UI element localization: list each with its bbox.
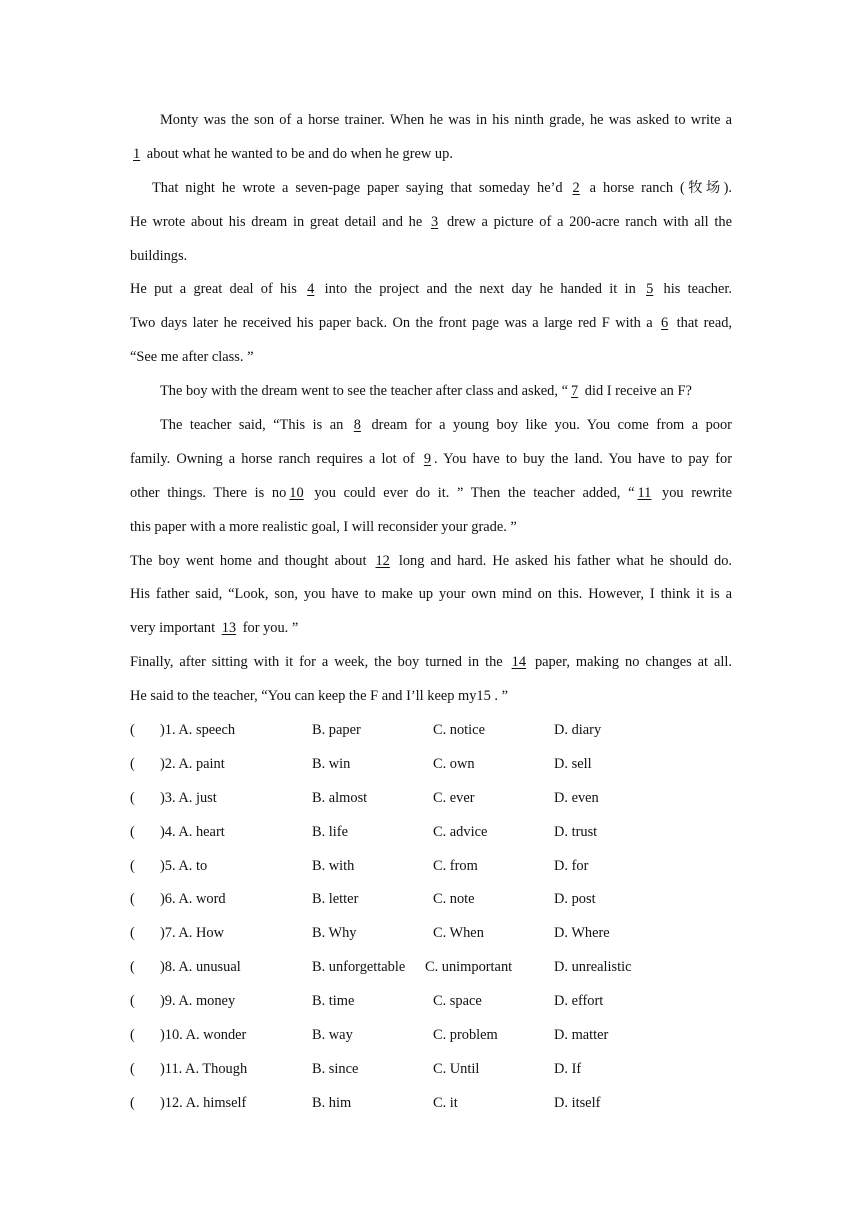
passage-line — [130, 240, 732, 274]
option-a: )7. A. How — [160, 925, 224, 942]
option-c: C. notice — [433, 722, 485, 739]
question-row — [130, 1087, 732, 1121]
passage-line — [130, 680, 732, 714]
answer-paren: ( — [130, 891, 135, 908]
option-c: C. When — [433, 925, 484, 942]
blank-14: 14 — [511, 654, 527, 671]
passage-text: other things. There is no — [130, 484, 287, 501]
option-d: D. matter — [554, 1027, 609, 1044]
option-d: D. If — [554, 1060, 582, 1077]
passage-text: this paper with a more realistic goal, I will reconsider your grade. ” — [130, 518, 517, 535]
option-a: )6. A. word — [160, 891, 226, 908]
option-c: C. problem — [433, 1027, 498, 1044]
option-a: )12. A. himself — [160, 1094, 247, 1111]
passage-text: The boy went home and thought about — [130, 552, 373, 569]
blank-11: 11 — [637, 484, 652, 501]
passage-text: drew a picture of a 200-acre ranch with all the — [441, 213, 732, 230]
passage-text: He said to the teacher, “You can keep the F and I’ll keep my15 . ” — [130, 688, 508, 705]
option-b: B. him — [312, 1094, 352, 1111]
passage-text: The boy with the dream went to see the teacher after class and asked, “ — [160, 383, 568, 400]
document-page — [130, 104, 732, 1121]
option-d: D. itself — [554, 1094, 601, 1111]
question-row — [130, 748, 732, 782]
passage-line — [130, 443, 732, 477]
answer-paren: ( — [130, 1060, 135, 1077]
passage-text: “See me after class. ” — [130, 349, 254, 366]
option-a: )5. A. to — [160, 857, 208, 874]
answer-paren: ( — [130, 823, 135, 840]
answer-paren: ( — [130, 1027, 135, 1044]
option-a: )8. A. unusual — [160, 959, 241, 976]
passage-text: very important — [130, 620, 219, 637]
passage-line — [130, 646, 732, 680]
passage-text: Monty was the son of a horse trainer. When he was in his ninth grade, he was asked to write a — [160, 112, 732, 128]
option-b: B. unforgettable — [312, 959, 406, 976]
option-c: C. unimportant — [425, 959, 513, 976]
passage-text: that read, — [671, 315, 732, 332]
question-row — [130, 816, 732, 850]
answer-paren: ( — [130, 857, 135, 874]
option-c: C. Until — [433, 1060, 480, 1077]
option-b: B. letter — [312, 891, 359, 908]
question-row — [130, 1053, 732, 1087]
option-a: )3. A. just — [160, 789, 217, 806]
passage-text: family. Owning a horse ranch requires a lot of — [130, 450, 421, 467]
question-row — [130, 782, 732, 816]
blank-5: 5 — [646, 281, 654, 298]
blank-8: 8 — [353, 417, 361, 434]
passage-line — [130, 511, 732, 545]
option-b: B. way — [312, 1027, 353, 1044]
option-d: D. even — [554, 789, 599, 806]
passage-text: into the project and the next day he handed it in — [317, 281, 644, 298]
passage-text: paper, making no changes at all. — [529, 654, 732, 671]
passage-line — [130, 104, 732, 138]
blank-4: 4 — [307, 281, 315, 298]
passage-text: buildings. — [130, 247, 188, 264]
option-c: C. space — [433, 993, 482, 1010]
question-row — [130, 951, 732, 985]
option-d: D. sell — [554, 755, 592, 772]
blank-9: 9 — [423, 450, 432, 467]
option-b: B. win — [312, 755, 351, 772]
option-c: C. it — [433, 1094, 458, 1111]
passage-text: his teacher. — [656, 281, 732, 298]
passage-line — [130, 545, 732, 579]
passage-line — [130, 138, 732, 172]
option-d: D. trust — [554, 823, 598, 840]
blank-12: 12 — [375, 552, 390, 569]
passage-text: about what he wanted to be and do when he grew up. — [143, 145, 453, 162]
option-d: D. unrealistic — [554, 959, 632, 976]
option-d: D. effort — [554, 993, 604, 1010]
option-c: C. from — [433, 857, 478, 874]
question-row — [130, 850, 732, 884]
option-a: )11. A. Though — [160, 1060, 248, 1077]
passage-line — [130, 477, 732, 511]
passage-text: He put a great deal of his — [130, 281, 305, 298]
passage-line — [130, 172, 732, 206]
answer-paren: ( — [130, 722, 135, 739]
passage-text: His father said, “Look, son, you have to make up your own mind on this. However, I think it is a — [130, 586, 732, 603]
passage-line — [130, 612, 732, 646]
option-d: D. for — [554, 857, 589, 874]
option-c: C. advice — [433, 823, 488, 840]
option-c: C. ever — [433, 789, 475, 806]
question-row — [130, 917, 732, 951]
passage-text: . You have to buy the land. You have to pay for — [434, 450, 732, 467]
option-d: D. diary — [554, 722, 602, 739]
answer-paren: ( — [130, 959, 135, 976]
option-b: B. life — [312, 823, 348, 840]
passage-text: That night he wrote a seven-page paper saying that someday he’d — [152, 179, 570, 196]
passage-line — [130, 578, 732, 612]
blank-10: 10 — [289, 484, 304, 501]
passage-line — [130, 375, 732, 409]
answer-paren: ( — [130, 755, 135, 772]
answer-paren: ( — [130, 993, 135, 1010]
question-row — [130, 1019, 732, 1053]
blank-1: 1 — [133, 145, 141, 162]
option-d: D. post — [554, 891, 596, 908]
passage-text: dream for a young boy like you. You come from a poor — [363, 417, 732, 434]
blank-2: 2 — [572, 179, 580, 196]
passage-text: He wrote about his dream in great detail and he — [130, 213, 428, 230]
option-b: B. since — [312, 1060, 359, 1077]
passage-line — [130, 273, 732, 307]
option-a: )10. A. wonder — [160, 1027, 247, 1044]
passage-text: you could ever do it. ” Then the teacher added, “ — [306, 484, 635, 501]
passage-text: The teacher said, “This is an — [160, 417, 351, 434]
option-a: )9. A. money — [160, 993, 236, 1010]
answer-paren: ( — [130, 925, 135, 942]
answer-paren: ( — [130, 789, 135, 806]
blank-7: 7 — [570, 383, 579, 400]
blank-3: 3 — [431, 213, 439, 230]
option-d: D. Where — [554, 925, 610, 942]
option-b: B. almost — [312, 789, 368, 806]
question-row — [130, 714, 732, 748]
blank-6: 6 — [661, 315, 669, 332]
passage-text: did I receive an F? — [581, 383, 692, 400]
passage-line — [130, 409, 732, 443]
passage-line — [130, 206, 732, 240]
option-b: B. Why — [312, 925, 357, 942]
option-a: )4. A. heart — [160, 823, 225, 840]
option-c: C. note — [433, 891, 475, 908]
question-row — [130, 985, 732, 1019]
passage-line — [130, 307, 732, 341]
option-b: B. time — [312, 993, 355, 1010]
passage-text: a horse ranch (牧场). — [582, 179, 732, 196]
passage-text: you rewrite — [654, 484, 732, 501]
option-a: )1. A. speech — [160, 722, 236, 739]
option-c: C. own — [433, 755, 475, 772]
passage-text: long and hard. He asked his father what he should do. — [392, 552, 732, 569]
question-list — [130, 714, 732, 1121]
passage-text: for you. ” — [239, 620, 299, 637]
passage-text: Finally, after sitting with it for a week, the boy turned in the — [130, 654, 509, 671]
answer-paren: ( — [130, 1094, 135, 1111]
passage-text: Two days later he received his paper back. On the front page was a large red F with a — [130, 315, 659, 332]
option-b: B. with — [312, 857, 355, 874]
option-b: B. paper — [312, 722, 361, 739]
blank-13: 13 — [221, 620, 237, 637]
option-a: )2. A. paint — [160, 755, 225, 772]
question-row — [130, 883, 732, 917]
passage-line — [130, 341, 732, 375]
